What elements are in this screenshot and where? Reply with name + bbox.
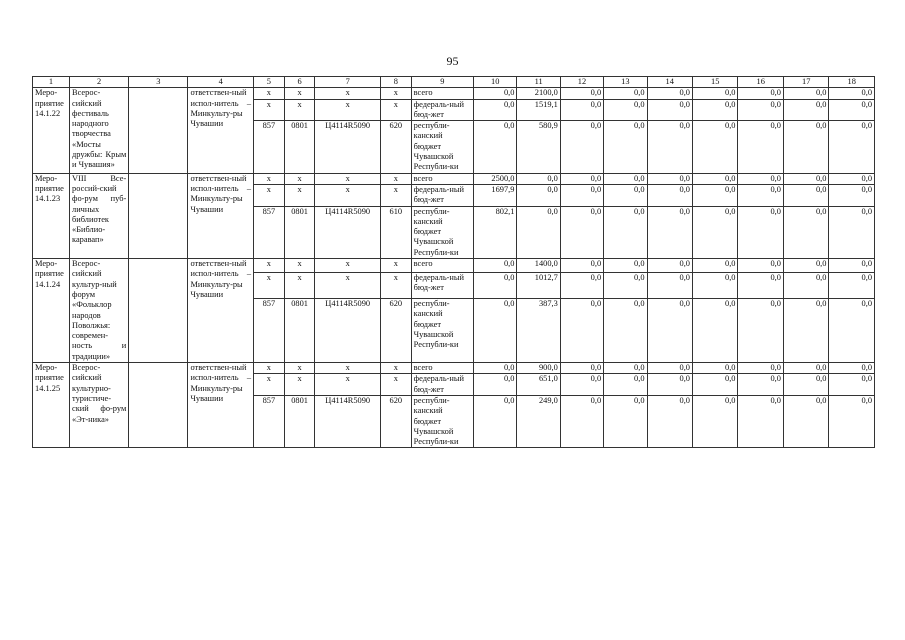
value-cell: 0,0 [829, 395, 875, 447]
code-cell: х [315, 272, 381, 298]
value-cell: 0,0 [783, 173, 828, 184]
table-row [33, 259, 875, 273]
value-cell: 0,0 [560, 259, 603, 273]
value-cell: 0,0 [738, 184, 783, 206]
value-cell: 0,0 [692, 173, 737, 184]
value-cell: 0,0 [692, 184, 737, 206]
value-cell: 0,0 [829, 259, 875, 273]
table-body [33, 88, 875, 448]
code-cell: Ц4114R5090 [315, 395, 381, 447]
value-cell: 0,0 [474, 374, 517, 396]
value-cell: 0,0 [474, 99, 517, 121]
event-number-cell: Меро-приятие 14.1.25 [33, 363, 70, 448]
value-cell: 0,0 [738, 299, 783, 363]
column-header: 8 [380, 77, 411, 88]
value-cell: 0,0 [647, 206, 692, 258]
code-cell: х [254, 88, 285, 99]
value-cell: 0,0 [738, 272, 783, 298]
funding-source-cell: всего [411, 88, 473, 99]
funding-source-cell: федераль-ный бюд-жет [411, 184, 473, 206]
funding-source-cell: всего [411, 363, 473, 374]
empty-cell [129, 363, 188, 448]
code-cell: х [254, 99, 285, 121]
code-cell: Ц4114R5090 [315, 299, 381, 363]
value-cell: 0,0 [692, 99, 737, 121]
value-cell: 0,0 [517, 184, 560, 206]
value-cell: 0,0 [829, 374, 875, 396]
value-cell: 0,0 [783, 299, 828, 363]
value-cell: 2100,0 [517, 88, 560, 99]
value-cell: 0,0 [738, 121, 783, 173]
value-cell: 0,0 [692, 206, 737, 258]
event-number-cell: Меро-приятие 14.1.23 [33, 173, 70, 258]
value-cell: 0,0 [692, 88, 737, 99]
value-cell: 0,0 [647, 299, 692, 363]
column-header: 16 [738, 77, 783, 88]
column-header: 2 [70, 77, 129, 88]
code-cell: х [380, 374, 411, 396]
value-cell: 387,3 [517, 299, 560, 363]
empty-cell [129, 259, 188, 363]
value-cell: 0,0 [783, 88, 828, 99]
code-cell: х [315, 259, 381, 273]
value-cell: 0,0 [829, 173, 875, 184]
value-cell: 0,0 [738, 374, 783, 396]
funding-source-cell: республи-канский бюджет Чувашской Республи-ки [411, 121, 473, 173]
code-cell: 620 [380, 121, 411, 173]
column-header: 10 [474, 77, 517, 88]
value-cell: 0,0 [783, 99, 828, 121]
value-cell: 0,0 [692, 272, 737, 298]
value-cell: 0,0 [604, 88, 647, 99]
code-cell: х [284, 173, 315, 184]
code-cell: х [380, 363, 411, 374]
value-cell: 0,0 [604, 374, 647, 396]
code-cell: 0801 [284, 299, 315, 363]
value-cell: 0,0 [829, 272, 875, 298]
column-header: 14 [647, 77, 692, 88]
value-cell: 0,0 [474, 299, 517, 363]
value-cell: 580,9 [517, 121, 560, 173]
value-cell: 0,0 [647, 184, 692, 206]
code-cell: 0801 [284, 206, 315, 258]
value-cell: 0,0 [738, 363, 783, 374]
value-cell: 0,0 [604, 272, 647, 298]
funding-source-cell: всего [411, 259, 473, 273]
value-cell: 0,0 [517, 173, 560, 184]
value-cell: 0,0 [783, 374, 828, 396]
executor-cell: ответствен-ный испол-нитель – Минкульту-ры Чувашии [188, 259, 254, 363]
value-cell: 0,0 [647, 395, 692, 447]
value-cell: 1400,0 [517, 259, 560, 273]
column-header: 5 [254, 77, 285, 88]
event-number-cell: Меро-приятие 14.1.22 [33, 88, 70, 173]
event-number-cell: Меро-приятие 14.1.24 [33, 259, 70, 363]
value-cell: 0,0 [474, 259, 517, 273]
value-cell: 0,0 [738, 206, 783, 258]
table-row [33, 173, 875, 184]
code-cell: х [380, 272, 411, 298]
code-cell: х [315, 184, 381, 206]
code-cell: 857 [254, 299, 285, 363]
code-cell: х [315, 363, 381, 374]
column-header: 4 [188, 77, 254, 88]
code-cell: 857 [254, 121, 285, 173]
value-cell: 0,0 [474, 88, 517, 99]
value-cell: 0,0 [783, 121, 828, 173]
value-cell: 0,0 [604, 184, 647, 206]
column-header: 18 [829, 77, 875, 88]
code-cell: х [284, 88, 315, 99]
code-cell: х [254, 363, 285, 374]
code-cell: х [315, 88, 381, 99]
value-cell: 0,0 [783, 363, 828, 374]
value-cell: 0,0 [604, 395, 647, 447]
empty-cell [129, 173, 188, 258]
value-cell: 0,0 [604, 363, 647, 374]
code-cell: х [254, 259, 285, 273]
header-row [33, 77, 875, 88]
value-cell: 0,0 [560, 206, 603, 258]
value-cell: 0,0 [474, 272, 517, 298]
column-header: 7 [315, 77, 381, 88]
code-cell: х [284, 184, 315, 206]
budget-table [32, 76, 875, 448]
value-cell: 0,0 [560, 374, 603, 396]
value-cell: 1519,1 [517, 99, 560, 121]
event-name-cell: Всерос-сийский культур-ный форум «Фольклор народов Поволжья: современ-ность и традиции» [70, 259, 129, 363]
value-cell: 0,0 [692, 374, 737, 396]
value-cell: 0,0 [604, 206, 647, 258]
code-cell: х [284, 363, 315, 374]
code-cell: х [284, 259, 315, 273]
value-cell: 0,0 [738, 99, 783, 121]
executor-cell: ответствен-ный испол-нитель – Минкульту-ры Чувашии [188, 173, 254, 258]
column-header: 3 [129, 77, 188, 88]
funding-source-cell: республи-канский бюджет Чувашской Республи-ки [411, 206, 473, 258]
value-cell: 0,0 [738, 173, 783, 184]
value-cell: 802,1 [474, 206, 517, 258]
value-cell: 0,0 [647, 121, 692, 173]
funding-source-cell: республи-канский бюджет Чувашской Республи-ки [411, 299, 473, 363]
value-cell: 0,0 [647, 363, 692, 374]
value-cell: 0,0 [604, 173, 647, 184]
value-cell: 0,0 [647, 374, 692, 396]
value-cell: 0,0 [474, 395, 517, 447]
value-cell: 0,0 [604, 259, 647, 273]
value-cell: 0,0 [647, 173, 692, 184]
value-cell: 0,0 [604, 121, 647, 173]
value-cell: 0,0 [560, 121, 603, 173]
code-cell: х [380, 99, 411, 121]
value-cell: 0,0 [738, 395, 783, 447]
value-cell: 900,0 [517, 363, 560, 374]
code-cell: х [254, 374, 285, 396]
code-cell: х [315, 99, 381, 121]
value-cell: 0,0 [560, 363, 603, 374]
empty-cell [129, 88, 188, 173]
table-row [33, 88, 875, 99]
executor-cell: ответствен-ный испол-нитель – Минкульту-ры Чувашии [188, 363, 254, 448]
value-cell: 0,0 [738, 259, 783, 273]
value-cell: 0,0 [604, 299, 647, 363]
value-cell: 0,0 [829, 363, 875, 374]
value-cell: 0,0 [474, 121, 517, 173]
funding-source-cell: республи-канский бюджет Чувашской Республи-ки [411, 395, 473, 447]
table-row [33, 363, 875, 374]
value-cell: 0,0 [783, 395, 828, 447]
code-cell: 0801 [284, 121, 315, 173]
value-cell: 0,0 [692, 395, 737, 447]
value-cell: 0,0 [692, 259, 737, 273]
code-cell: 610 [380, 206, 411, 258]
value-cell: 0,0 [783, 184, 828, 206]
code-cell: Ц4114R5090 [315, 206, 381, 258]
code-cell: 0801 [284, 395, 315, 447]
code-cell: х [284, 99, 315, 121]
value-cell: 0,0 [560, 184, 603, 206]
funding-source-cell: федераль-ный бюд-жет [411, 374, 473, 396]
code-cell: 620 [380, 299, 411, 363]
value-cell: 0,0 [517, 206, 560, 258]
value-cell: 0,0 [647, 259, 692, 273]
code-cell: х [284, 374, 315, 396]
executor-cell: ответствен-ный испол-нитель – Минкульту-ры Чувашии [188, 88, 254, 173]
value-cell: 0,0 [829, 88, 875, 99]
page-number: 95 [446, 54, 459, 68]
code-cell: 620 [380, 395, 411, 447]
value-cell: 0,0 [474, 363, 517, 374]
event-name-cell: Всерос-сийский культурно-туристиче-ский фо-рум «Эт-ника» [70, 363, 129, 448]
code-cell: х [315, 173, 381, 184]
column-header: 12 [560, 77, 603, 88]
column-header: 9 [411, 77, 473, 88]
value-cell: 0,0 [829, 121, 875, 173]
value-cell: 651,0 [517, 374, 560, 396]
column-header: 6 [284, 77, 315, 88]
funding-source-cell: федераль-ный бюд-жет [411, 272, 473, 298]
value-cell: 0,0 [560, 99, 603, 121]
value-cell: 0,0 [829, 99, 875, 121]
value-cell: 0,0 [829, 184, 875, 206]
value-cell: 0,0 [560, 395, 603, 447]
code-cell: х [254, 184, 285, 206]
code-cell: Ц4114R5090 [315, 121, 381, 173]
value-cell: 0,0 [692, 299, 737, 363]
event-name-cell: Всерос-сийский фестиваль народного творчества «Мосты дружбы: Крым и Чувашия» [70, 88, 129, 173]
code-cell: х [380, 259, 411, 273]
code-cell: 857 [254, 395, 285, 447]
value-cell: 0,0 [560, 173, 603, 184]
value-cell: 2500,0 [474, 173, 517, 184]
value-cell: 0,0 [783, 259, 828, 273]
event-name-cell: VIII Все-россий-ский фо-рум пуб-личных библиотек «Библио-каравап» [70, 173, 129, 258]
value-cell: 0,0 [560, 272, 603, 298]
value-cell: 0,0 [647, 272, 692, 298]
value-cell: 0,0 [692, 363, 737, 374]
column-header: 11 [517, 77, 560, 88]
column-header: 15 [692, 77, 737, 88]
column-header: 1 [33, 77, 70, 88]
value-cell: 0,0 [783, 272, 828, 298]
value-cell: 0,0 [647, 88, 692, 99]
value-cell: 1697,9 [474, 184, 517, 206]
funding-source-cell: всего [411, 173, 473, 184]
column-header: 13 [604, 77, 647, 88]
value-cell: 249,0 [517, 395, 560, 447]
code-cell: х [380, 88, 411, 99]
code-cell: х [380, 184, 411, 206]
code-cell: х [284, 272, 315, 298]
code-cell: 857 [254, 206, 285, 258]
column-header: 17 [783, 77, 828, 88]
code-cell: х [380, 173, 411, 184]
value-cell: 0,0 [560, 88, 603, 99]
value-cell: 0,0 [560, 299, 603, 363]
code-cell: х [315, 374, 381, 396]
funding-source-cell: федераль-ный бюд-жет [411, 99, 473, 121]
code-cell: х [254, 173, 285, 184]
value-cell: 1012,7 [517, 272, 560, 298]
code-cell: х [254, 272, 285, 298]
value-cell: 0,0 [783, 206, 828, 258]
value-cell: 0,0 [829, 206, 875, 258]
value-cell: 0,0 [604, 99, 647, 121]
value-cell: 0,0 [692, 121, 737, 173]
value-cell: 0,0 [738, 88, 783, 99]
value-cell: 0,0 [829, 299, 875, 363]
value-cell: 0,0 [647, 99, 692, 121]
